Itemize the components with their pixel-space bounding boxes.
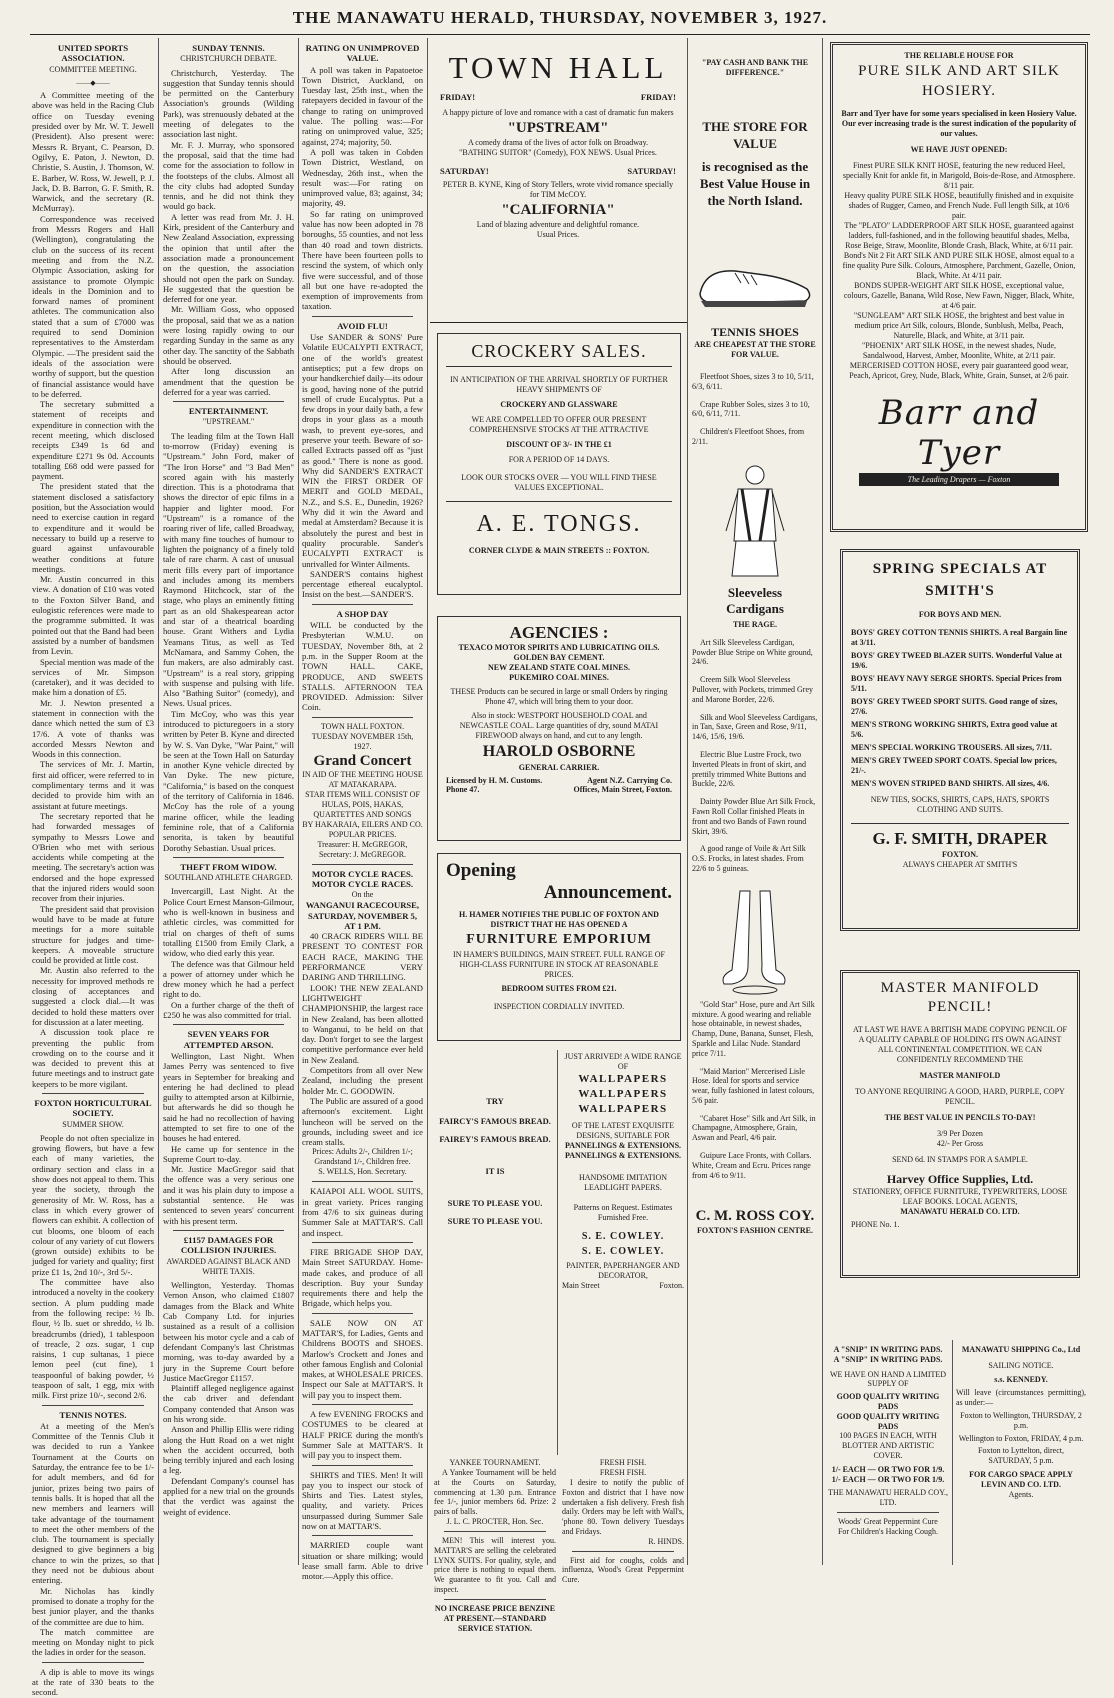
ross-item: Art Silk Sleeveless Cardigan, Powder Blue Stripe on White ground, 24/6. [692,637,813,667]
article-paragraph: After long discussion an amendment that the question be deferred for a year was carried. [163,366,294,397]
wallpaper-address-town: Foxton. [659,1281,684,1290]
article-separator [572,1551,674,1552]
ross-item: Creem Silk Wool Sleeveless Pullover, with Pockets, trimmed Grey and Marone Border, 22/6. [692,675,813,704]
silk-title: PURE SILK AND ART SILK HOSIERY. [858,63,1060,99]
tennis-shoes-heading: TENNIS SHOES [711,325,799,339]
article-paragraph: Christchurch, Yesterday. The suggestion that Sunday tennis should be permitted on the Canterbury Association's grounds (Wilding Park), was strenuously debated at the meeting of delegates to the association last night. [163,67,294,140]
motorcycle-prices: Prices: Adults 2/-, Children 1/-; Grandstand 1/-, Children free. [312,1147,413,1167]
concert-title: Grand Concert [313,752,412,769]
article-paragraph: Anson and Phillip Ellis were riding along the Hutt Road on a wet night when the accident occurred, both being terribly injured and each losing a leg. [163,1424,294,1476]
article-separator [312,604,413,605]
shipping-text: Foxton to Lyttelton, direct, SATURDAY, 5 p.m. [978,1446,1064,1466]
townhall-desc: A comedy drama of the lives of actor folk on Broadway. [467,138,649,147]
townhall-saturday-right: SATURDAY! [627,166,676,176]
bread-line: IT IS [485,1166,505,1176]
column-3 [302,40,423,1582]
ross-item: "Gold Star" Hose, pure and Art Silk mixture. A good wearing and reliable hose obtainable, in newest shades, Champ, Dune, Banana, Sunset, Flesh, Sparkle and Lilac Nude. Standard price 7/11. [692,999,815,1058]
article-heading: FOXTON HORTICULTURAL SOCIETY. [34,1097,152,1119]
ross-item: Electric Blue Lustre Frock, two Inverted Pleats in front of skirt, and prettily trimmed White Buttons and Buckle, 22/6. [692,749,807,789]
agencies-licence: Licensed by H. M. Customs. [446,776,543,785]
spring-item: MEN'S GREY TWEED SPORT COATS. Special low prices, 21/-. [851,756,1057,775]
article-paragraph: The secretary reported that he had forwarded messages of sympathy to Messrs Lowe and O'Brien who met with serious accidents while competing at the meeting. The secretary's action was endorsed and the hope expressed that the injured riders would soon recover from their injuries. [32,810,154,904]
pencil-text: TO ANYONE REQUIRING A GOOD, HARD, PURPLE, COPY PENCIL. [855,1087,1065,1106]
opening-title-1: Opening [446,860,516,881]
article-separator [312,864,413,865]
spring-item: BOYS' GREY COTTON TENNIS SHIRTS. A real Bargain line at 3/11. [851,628,1068,647]
spring-title-2: SMITH'S [925,583,995,599]
pads-price: 1/- EACH — OR TWO FOR 1/9. [831,1474,945,1484]
concert-date: TUESDAY NOVEMBER 15th, 1927. [311,731,414,751]
motorcycle-heading: MOTOR CYCLE RACES. MOTOR CYCLE RACES. [311,868,414,889]
cardigans-rage: THE RAGE. [732,619,777,629]
agencies-offices: Offices, Main Street, Foxton. [573,785,672,794]
silk-item: "PHOENIX" ART SILK HOSE, in the newest shades, Nude, Sandalwood, Harvest, Amber, Moonlite, White, at 2/11 pair. [861,341,1057,360]
article-paragraph: A poll was taken in Cobden Town District, Westland, on Wednesday, 26th inst., when the result was:—For rating on unimproved value, 83; against, 34; majority, 49. [302,146,423,209]
ross-tag: FOXTON'S FASHION CENTRE. [697,1226,813,1236]
crockery-brand: A. E. TONGS. [476,511,642,537]
article-subheading: "UPSTREAM." [202,417,255,427]
article-separator [312,1535,413,1536]
concert-prices: POPULAR PRICES. [328,829,397,839]
wallpaper-name: S. E. COWLEY. [581,1231,665,1242]
pencil-title-2: PENCIL! [927,999,993,1015]
article-paragraph: The leading film at the Town Hall to-morrow (Friday) evening is "Upstream." John Ford, maker of "The Iron Horse" and "3 Bad Men" scored again with his masterly direction. This is a photodrama that shows the director of epic films in a happier and lighter mood. For "Upstream" is a romance of the roaring river of life, called Broadway, with many fine touches of humour to lighten the poignancy of a finely told tale of rare charm. A cast of unusual merit fills every part of importance and includes among its members Raymond Hitchcock, star of the stage, who plays an eminently fitting part as an old Shakespearean actor and star of a theatrical boarding house. Grant Withers and Lydia Yeamans Titus, as well as Ted McNamara, and Sammy Cohen, the fun makers, are also admirably cast. "Upstream" is a real story, gripping with suspense and pulsing with life. Also "Bathing Suitor" (comedy), and News. Usual prices. [163,430,294,709]
article-separator [312,1465,413,1466]
pencil-ad [840,970,1080,1278]
cardigan-figure-icon [720,461,790,581]
article-subheading: COMMITTEE MEETING. [49,64,137,74]
ross-headline: is recognised as the Best Value House in the North Island. [699,159,811,208]
article-heading: AVOID FLU! [337,320,388,331]
bread-line: SURE TO PLEASE YOU. [447,1216,543,1226]
article-separator [42,1093,144,1094]
article-separator [173,1024,284,1025]
crockery-line: IN ANTICIPATION OF THE ARRIVAL SHORTLY OF FURTHER HEAVY SHIPMENTS OF [450,375,668,394]
advert-text: WILL be conducted by the Presbyterian W.M.U. on TUESDAY, November 8th, at 2 p.m. in the Supper Room at the TOWN HALL. CAKE, PRODUCE, AND SWEETS STALLS. AFTERNOON TEA PROVIDED. Admission: Silver Coin. [302,620,423,713]
agencies-line: GOLDEN BAY CEMENT. [513,653,605,662]
motorcycle-on: On the [351,890,374,900]
article-separator [312,1404,413,1405]
pencil-text: THE BEST VALUE IN PENCILS TO-DAY! [884,1113,1036,1122]
article-separator [312,1242,413,1243]
article-paragraph: A letter was read from Mr. J. H. Kirk, president of the Canterbury and New Zealand Association, expressing the opinion that until after the association made a pronouncement on the question, the association should not open the park on Sunday. He suggested that the question be deferred for one year. [163,211,294,305]
wallpaper-line: HANDSOME IMITATION LEADLIGHT PAPERS. [578,1173,668,1192]
opening-line: H. HAMER NOTIFIES THE PUBLIC OF FOXTON AND DISTRICT THAT HE HAS OPENED A [459,910,659,929]
harvey-brand: Harvey Office Supplies, Ltd. [886,1172,1034,1186]
spring-for: FOR BOYS AND MEN. [918,610,1002,619]
article-heading: A SHOP DAY [336,608,389,619]
classified-ad: FIRE BRIGADE SHOP DAY, Main Street SATURDAY. Home-made cakes, and produce of all description. Buy your Sunday requirements there and help the Brigade, which helps you. [302,1246,423,1309]
silk-item: BONDS SUPER-WEIGHT ART SILK HOSE, exceptional value, colours, Gazelle, Banana, Wild Rose, New Fawn, Nigger, Black, White, at 4/6 pair. [843,281,1075,310]
advert-text: 40 CRACK RIDERS WILL BE PRESENT TO CONTEST FOR EACH RACE, MAKING THE PERFORMANCE VERY DARING AND THRILLING. [302,931,423,983]
concert-performers: BY HAKARAIA, EILERS AND CO. [302,819,423,829]
crockery-address: CORNER CLYDE & MAIN STREETS :: FOXTON. [468,546,650,555]
pads-line: A "SNIP" IN WRITING PADS. [833,1354,943,1364]
article-separator [312,316,413,317]
agencies-line: NEW ZEALAND STATE COAL MINES. [487,663,631,672]
column-divider [158,38,159,1565]
smith-name: G. F. SMITH, DRAPER [872,829,1048,848]
wallpaper-ad [562,1052,684,1402]
townhall-saturday-left: SATURDAY! [440,166,489,176]
shipping-notice [956,1345,1086,1499]
bread-ad [436,1056,554,1256]
article-separator [42,1662,144,1663]
article-separator [312,1181,413,1182]
article-heading: UNITED SPORTS ASSOCIATION. [57,43,129,64]
article-paragraph: The secretary submitted a statement of receipts and expenditure in connection with the recent meeting, which disclosed receipts £349 1s 6d and expenditure £271 9s 0d. Accounts totalling £68 odd were passed for payment. [32,399,154,482]
wallpaper-heading: WALLPAPERS [578,1073,668,1085]
agencies-title: AGENCIES : [509,623,609,642]
fish-text: I desire to notify the public of Foxton and district that I have now undertaken a fish delivery. Fresh fish daily. Orders may be left with Wall's, 'phone 80. Town delivery Tuesdays and Fridays. [562,1478,684,1536]
advert-text: Competitors from all over New Zealand, including the present holder Mr. C. GOODWIN. [302,1065,423,1096]
article-paragraph: The committee have also introduced a novelty in the cookery section. A plum pudding made from the following recipe: ½ lb. flour, ½ lb. suet or shreddo, ½ lb. breadcrumbs (dried), 1 tablespoon of treacle, 2 ozs. sugar, 1 cup raisins, 1 cup sultanas, 1 piece lemon peel (cut fine), 1 teaspoonful of baking powder, ½ teaspoon of salt, 1 egg, mix with milk. First prize 10/-, second 2/6. [32,1277,154,1401]
motorcycle-date: SATURDAY, NOVEMBER 5, AT 1 P.M. [307,910,418,931]
shipping-sailing: SAILING NOTICE. [988,1360,1054,1370]
article-subheading: SOUTHLAND ATHLETE CHARGED. [164,873,293,883]
ross-headline: THE STORE FOR VALUE [702,119,808,151]
pencil-price: 3/9 Per Dozen [937,1129,983,1138]
pencil-text: STATIONERY, OFFICE FURNITURE, TYPEWRITERS, LOOSE LEAF BOOKS. LOCAL AGENTS, [852,1187,1068,1206]
townhall-extras: "BATHING SUITOR" (Comedy), FOX NEWS. Usual Prices. [459,148,657,157]
pencil-price: 42/- Per Gross [936,1139,984,1148]
article-heading: ENTERTAINMENT. [188,406,269,417]
silk-item: Finest PURE SILK KNIT HOSE, featuring the new reduced Heel, specially Knit for ankle fit, in Marigold, Bois-de-Rose, and Atmosphere. 8/11 pair. [842,161,1076,190]
classified-ad: A few EVENING FROCKS and COSTUMES to be cleared at HALF PRICE during the month's Summer Sale at MATTAR'S. It will pay you to inspect them. [302,1409,423,1461]
article-paragraph: Mr. F. J. Murray, who sponsored the proposal, said that the time had come for the association to follow in the footsteps of the clubs. Almost all the city clubs had adopted Sunday tennis, and he did not think they would go back. [163,139,294,212]
silk-item: The "PLATO" LADDERPROOF ART SILK HOSE, guaranteed against ladders, full-fashioned, and in the following beautiful shades, Melba, Rose Beige, Straw, Moonlite, Blonde Crash, Black, White, at 6/11 pair. [844,221,1074,250]
opening-line: IN HAMER'S BUILDINGS, MAIN STREET. FULL RANGE OF HIGH-CLASS FURNITURE IN STOCK AT REASONABLE PRICES. [453,950,665,979]
spring-item: MEN'S SPECIAL WORKING TROUSERS. All sizes, 7/11. [851,743,1052,752]
smith-town: FOXTON. [941,850,979,859]
column-divider [822,38,823,1565]
article-paragraph: A Committee meeting of the above was held in the Racing Club office on Tuesday evening presided over by Mr. W. T. Jewell (President). Also present were: Messrs R. Bryant, C. Pearson, D. Ogilvy, E. Paton, J. Newton, D. Christie, S. Austin, J. Thomson, W. E. Barber, W. Ross, W. Jewell, P. J. Jack, D. B. Barron, G. F. Smith, R. Warwick, and the secretary (R. McMurray). [32,90,154,214]
spring-new: NEW TIES, SOCKS, SHIRTS, CAPS, HATS, SPORTS CLOTHING AND SUITS. [870,795,1050,814]
article-paragraph: The president stated that the statement disclosed a satisfactory position, but the Association would need to exercise caution in regard to expenditure and it would be necessary to build up a reserve to guard against unfavourable weather conditions at future meetings. [32,481,154,574]
motorcycle-venue: WANGANUI RACECOURSE, [305,900,420,911]
fish-signature: R. HINDS. [648,1536,684,1546]
bread-line: FAIREY'S FAMOUS BREAD. [439,1134,551,1144]
ad-divider [430,322,688,323]
article-heading: THEFT FROM WIDOW. [180,861,277,872]
silk-item: "SUNGLEAM" ART SILK HOSE, the brightest and best value in medium price Art Silk, colours, Blonde, Sunblush, Melba, Peach, Naturelle, Black, and White, at 3/11 pair. [853,311,1065,340]
classified-ad: MARRIED couple want situation or share milking; would lease small farm. Able to drive motor.—Apply this office. [302,1540,423,1582]
ross-item: "Cabaret Hose" Silk and Art Silk, in Champagne, Atmosphere, Grain, Aswan and Pearl, 4/6 pair. [692,1113,816,1143]
wallpaper-line: Patterns on Request. Estimates Furnished Free. [573,1203,673,1222]
article-paragraph: Invercargill, Last Night. At the Police Court Ernest Manson-Gilmour, who is well-known in business and athletic circles, was committed for trial on charges of theft of sums totalling £1500 from Emily Clark, a widow, who died early this year. [163,886,294,959]
barr-tyer-logo [859,393,1059,486]
pads-line: WE HAVE ON HAND A LIMITED SUPPLY OF [829,1369,947,1389]
masthead-title: THE MANAWATU HERALD, THURSDAY, NOVEMBER 3, 1927. [292,8,828,27]
tennis-shoe-icon [695,249,815,319]
stockings-icon [710,886,800,996]
spring-specials-ad [840,549,1080,931]
silk-item: Bond's Nit 2 Fit ART SILK AND PURE SILK HOSE, almost equal to a fine quality Pure Silk. Colours, Atmosphere, Parchment, Gazelle, Onion, Black, White. At 4/11 pair. [842,251,1076,280]
agencies-agent: Agent N.Z. Carrying Co. [587,776,672,785]
yankee-heading: YANKEE TOURNAMENT. [449,1458,541,1467]
pencil-phone: PHONE No. 1. [851,1220,900,1229]
article-separator [444,1531,546,1532]
concert-items: STAR ITEMS WILL CONSIST OF HULAS, POIS, HAKAS, QUARTETTES AND SONGS [305,789,420,819]
ross-brand: C. M. ROSS COY. [695,1208,815,1225]
pads-line: GOOD QUALITY WRITING PADS [836,1411,940,1431]
crockery-discount: DISCOUNT OF 3/- IN THE £1 [506,440,612,449]
pads-seller: THE MANAWATU HERALD COY., LTD. [828,1488,948,1508]
bread-line: SURE TO PLEASE YOU. [447,1198,543,1208]
article-paragraph: A discussion took place re preventing the public from crowding on to the course and it was decided to prevent this at future meetings and to instruct gate keepers to be more vigilant. [32,1027,154,1089]
ross-item: Children's Fleetfoot Shoes, from 2/11. [692,427,805,446]
mattars-men-ad: MEN! This will interest you. MATTAR'S are selling the celebrated LYNX SUITS. For quality, style, and price there is nothing to equal them. We guarantee to fit you. Call and inspect. [434,1535,556,1594]
fish-heading: FRESH FISH. [599,1468,647,1477]
wallpaper-heading: WALLPAPERS [578,1103,668,1115]
silk-kicker: THE RELIABLE HOUSE FOR [904,51,1014,60]
ross-item: "Maid Marion" Mercerised Lisle Hose. Ideal for sports and service wear, fully fashioned in latest colours, 5/6 pair. [692,1066,815,1105]
wallpaper-trade: PAINTER, PAPERHANGER AND DECORATOR, [566,1261,680,1280]
townhall-desc: PETER B. KYNE, King of Story Tellers, wrote vivid romance specially for TIM McCOY. [442,180,674,199]
pads-line: A "SNIP" IN WRITING PADS. [833,1345,943,1354]
column-divider [298,38,299,1565]
article-paragraph: People do not often specialize in growing flowers, but have a few each of many varieties, the ordinary section and class in a show does not appeal to them. This year the society, through the generosity of Mr. W. Ross, has a class in which every grower of flowers can exhibit. A collection of cut blooms, one bloom of each colour of any variety of cut flowers (grown outside) exhibits to be judged for variety and quality; first prize £1 1s, 2nd 10/-, 3rd 5/-. [32,1132,154,1277]
classified-ad: KAIAPOI ALL WOOL SUITS, in great variety. Prices ranging from 47/6 to six guineas during Summer Sale at MATTAR'S. Call and inspect. [302,1186,423,1238]
article-heading: TENNIS NOTES. [59,1409,127,1420]
spring-title: SPRING SPECIALS AT [872,561,1048,577]
column-divider [557,1050,558,1455]
article-paragraph: A poll was taken in Papatoetoe Town District, Auckland, on Tuesday last, 25th inst., when the ratepayers decided in favour of the change to rating on unimproved value. The polling was:—For rating on unimproved value, 325; against, 274; majority, 50. [302,64,423,147]
pencil-text: SEND 6d. IN STAMPS FOR A SAMPLE. [892,1155,1028,1164]
wallpaper-line: JUST ARRIVED! A WIDE RANGE OF [564,1052,682,1071]
wallpaper-name: S. E. COWLEY. [581,1246,665,1257]
benzine-notice: NO INCREASE PRICE BENZINE AT PRESENT.—STANDARD SERVICE STATION. [434,1603,556,1633]
article-separator [444,1599,546,1600]
townhall-title: TOWN HALL [448,50,668,85]
article-paragraph: Mr. William Goss, who opposed the proposal, said that we as a nation were losing rapidly owing to our regarding Sunday in the same as any other day. The sanctity of the Sabbath should be observed. [163,304,294,366]
wallpaper-address-street: Main Street [562,1281,600,1290]
townhall-friday-right: FRIDAY! [640,92,676,102]
pencil-title: MASTER MANIFOLD [880,980,1040,996]
shipping-agents: Agents. [1008,1489,1034,1499]
pads-line: GOOD QUALITY WRITING PADS [836,1392,940,1411]
agencies-ad [437,616,681,841]
concert-secretary: Secretary: J. McGREGOR. [318,849,407,859]
yankee-notice [434,1458,556,1634]
article-heading: SUNDAY TENNIS. [192,43,265,53]
column-divider [952,1340,953,1565]
pencil-text: MASTER MANIFOLD [919,1071,1001,1080]
ross-slogan: "PAY CASH AND BANK THE DIFFERENCE." [701,58,809,77]
concert-treasurer: Treasurer: H. McGREGOR, [317,839,408,849]
agencies-line: TEXACO MOTOR SPIRITS AND LUBRICATING OILS. [458,643,660,652]
article-subheading: CHRISTCHURCH DEBATE. [180,54,277,64]
crockery-title: CROCKERY SALES. [471,341,647,361]
spring-item: MEN'S WOVEN STRIPED BAND SHIRTS. All sizes, 4/6. [851,779,1050,788]
opening-line: BEDROOM SUITES FROM £21. [501,984,617,993]
article-paragraph: A dip is able to move its wings at the rate of 330 beats to the second. [32,1666,154,1698]
article-paragraph: Plaintiff alleged negligence against the cab driver and defendant Company contended that Anson was on his wrong side. [163,1383,294,1424]
yankee-signature: J. L. C. PROCTER, Hon. Sec. [446,1516,544,1526]
silk-item: Heavy quality PURE SILK HOSE, beautifully finished and in exquisite shades of Rugger, Cameo, and French Nude. Full length Silk, at 10/6 pair. [844,191,1074,220]
silk-hosiery-ad [830,42,1088,532]
bread-line: FAIRCY'S FAMOUS BREAD. [439,1116,551,1126]
motorcycle-signature: S. WELLS, Hon. Secretary. [318,1167,407,1177]
article-heading: £1157 DAMAGES FOR COLLISION INJURIES. [180,1234,277,1256]
classified-ad: SALE NOW ON AT MATTAR'S, for Ladies, Gents and Childrens BOOTS and SHOES. Marlow's Crockett and Jones and other famous English and Colonial makes, at WHOLESALE PRICES. Inspect our Sale at MATTAR'S. It will pay you to inspect them. [302,1317,423,1400]
ross-item: Guipure Lace Fronts, with Collars. White, Cream and Ecru. Prices range from 4/6 to 9/11. [692,1151,812,1180]
crockery-line: WE ARE COMPELLED TO OFFER OUR PRESENT COMPREHENSIVE STOCKS AT THE ATTRACTIVE [469,415,649,434]
article-paragraph: Tim McCoy, who was this year introduced to picturegoers in a story written by Peter B. Kyne and directed by W. S. Van Dyke, "War Paint," will be seen at the Town Hall on Saturday in another Kyne vehicle directed by Van Dyke. The new picture, "California," is based on the conquest of the territory of California in 1846. McCoy has the role of a young marine officer, while the leading feminine role, that of a California senorita, is taken by beautiful Dorothy Sebastian. Usual prices. [163,708,294,853]
townhall-desc: Land of blazing adventure and delightful romance. [476,220,640,229]
writing-pads-ad [827,1345,949,1537]
pads-price: 1/- EACH — OR TWO FOR 1/9. [831,1464,945,1474]
concert-aid: IN AID OF THE MEETING HOUSE AT MATAKARAPA. [302,769,423,789]
article-paragraph: Mr. J. Newton presented a statement in connection with the dance which netted the sum of £3 17/6. A vote of thanks was accorded Messrs Newton and Woods in this connection. [32,697,154,760]
barr-tyer-logo-text: Barr and Tyer [878,393,1040,473]
fish-heading: FRESH FISH. [599,1458,647,1467]
article-paragraph: The president said that provision would have to be made at future meetings for a more suitable structure for judges and time-keepers. A moveable structure could be provided at little cost. [32,903,154,966]
shipping-ship: s.s. KENNEDY. [994,1374,1048,1384]
article-separator [312,1313,413,1314]
spring-item: BOYS' GREY TWEED BLAZER SUITS. Wonderful Value at 19/6. [851,651,1063,670]
opening-title-2: Announcement. [543,882,672,903]
advert-text: SANDER'S contains highest percentage ethereal eucalyptol. Insist on the best.—SANDER'S. [302,568,423,600]
article-separator [173,1230,284,1231]
advert-text: Use SANDER & SONS' Pure Volatile EUCALYPTI EXTRACT, one of the world's greatest antiseptics; put a few drops on your handkerchief daily—its odour is good, having none of the putrid smell of crude Eucalyptus. Put a few drops in your daily bath, a few drops in your glass as a mouth wash, to prevent eye-sores, and preserve your teeth. Beware of so-called Extracts passed off as "just as good." There is none as good. Why did SANDER'S EXTRACT WIN the FIRST ORDER OF MERIT and GOLD MEDAL, N.Z., and S.S. E., Dunedin, 1926? Why did it win the Award and medal at Amsterdam? Because it is absolutely the purest and best in quality procurable. Sander's EUCALYPTI EXTRACT is unrivalled for Winter Ailments. [302,332,423,569]
crockery-ad [437,333,681,595]
spring-item: MEN'S STRONG WORKING SHIRTS, Extra good value at 5/6. [851,720,1058,739]
agencies-phone: Phone 47. [446,785,480,794]
article-separator [173,857,284,858]
crockery-line: LOOK OUR STOCKS OVER — YOU WILL FIND THESE VALUES EXCEPTIONAL. [461,473,657,492]
spring-item: BOYS' GREY TWEED SPORT SUITS. Good range of sizes, 27/6. [851,697,1058,716]
silk-opened: WE HAVE JUST OPENED: [910,145,1008,154]
column-divider [427,38,428,1565]
article-paragraph: Mr. Nicholas has kindly promised to donate a trophy for the best junior player, and the thanks of the committee are due to him. [32,1585,154,1627]
article-paragraph: At a meeting of the Men's Committee of the Tennis Club it was decided to run a Yankee Tournament at the Courts on Saturday, the entrance fee to be 1/- for adult members, and 6d for junior, prizes being two pairs of tennis balls. It is hoped that all the new members and learners will take advantage of the tournament to meet the other members of the club. The tournament is specially designed to give beginners a big chance to win the prizes, so that they need not be dubious about entering. [32,1420,154,1586]
bread-line: TRY [486,1096,504,1106]
spring-item: BOYS' HEAVY NAVY SERGE SHORTS. Special Prices from 5/11. [851,674,1062,693]
advert-text: The Public are assured of a good afternoon's excitement. Light luncheon will be served on the grounds, including sweet and ice cream stalls. [302,1095,423,1148]
shipping-cargo: FOR CARGO SPACE APPLY [969,1469,1073,1479]
article-separator [42,1405,144,1406]
column-2 [163,40,294,1565]
ross-item: A good range of Voile & Art Silk O.S. Frocks, in latest shades. From 22/6 to 5 guineas. [692,844,806,873]
article-paragraph: The services of Mr. J. Martin, first aid officer, were referred to in complimentary terms and it was decided to provide him with an assistant at future meetings. [32,759,154,811]
article-separator [837,1512,939,1513]
cardigans-heading-2: Cardigans [726,600,784,616]
agencies-line: PUKEMIRO COAL MINES. [509,673,609,682]
firstaid-ad: First aid for coughs, colds and influenza, Wood's Great Peppermint Cure. [562,1555,684,1585]
article-paragraph: Special mention was made of the services of Mr. Simpson (caretaker), and it was decided to make him a donation of £5. [32,656,154,698]
fish-notice [562,1458,684,1585]
silk-item: MERCERISED COTTON HOSE, every pair guaranteed good wear, Peach, Apricot, Grey, Nude, Black, White, Grain, Sunset, at 2/6 pair. [849,361,1069,380]
article-paragraph: Mr. Austin concurred in this view. A donation of £10 was voted to the Foxton Silver Band, and eulogistic references were made to the programme submitted. It was pointed out that the Band had been assisted by a number of bandsmen from Levin. [32,574,154,657]
silk-intro: Barr and Tyer have for some years specialised in keen Hosiery Value. Our ever increasing trade is the surest indication of the popularity of our values. [841,109,1077,138]
tennis-shoes-sub: ARE CHEAPEST AT THE STORE FOR VALUE. [694,340,816,359]
article-paragraph: Correspondence was received from Messrs Rogers and Hall (Wellington), congratulating the club on the success of its recent meeting and from the N.Z. Olympic Association, asking for assistance to promote Olympic ideals in the Dominion and to forward names of prominent athletes. The communication also stated that a sum of £7000 was required to send Dominion representatives to the Amsterdam Olympic. —The president said the ideals of the association were worthy of support, but the question of financial assistance would have to be deferred. [32,213,154,399]
shipping-text: Wellington to Foxton, FRIDAY, 4 p.m. [958,1433,1084,1443]
peppermint-ad: Woods' Great Peppermint Cure [838,1516,938,1526]
article-paragraph: He came up for sentence in the Supreme Court to-day. [163,1143,294,1164]
article-paragraph: On a further charge of the theft of £250 he was also committed for trial. [163,999,294,1021]
column-divider [687,38,688,1565]
townhall-friday-left: FRIDAY! [440,92,476,102]
advert-text: LOOK! THE NEW ZEALAND LIGHTWEIGHT CHAMPIONSHIP, the largest race in New Zealand, has been allotted to Wanganui, to be held on that day. Don't forget to see the largest competitive performance ever held in New Zealand. [302,982,423,1065]
ross-item: Crape Rubber Soles, sizes 3 to 10, 6/0, 6/11, 7/11. [692,399,810,419]
article-subheading: SUMMER SHOW. [62,1119,124,1129]
article-paragraph: Defendant Company's counsel has applied for a new trial on the grounds that the verdict was against the weight of evidence. [163,1475,294,1517]
crockery-line: FOR A PERIOD OF 14 DAYS. [508,455,610,464]
opening-ad [437,853,681,1041]
article-paragraph: So far rating on unimproved value has now been adopted in 78 boroughs, 55 counties, and not less than 40 road and town districts. There have been fourteen polls to rescind the system, of which only five were successful, and of those all but one have re-adopted the exemption of improvements from taxation. [302,208,423,312]
barr-tyer-logo-tag: The Leading Drapers — Foxton [859,473,1059,486]
agencies-role: GENERAL CARRIER. [518,763,600,772]
column-1 [32,40,154,1698]
agencies-name: HAROLD OSBORNE [482,743,636,760]
article-paragraph: The defence was that Gilmour held a power of attorney under which he drew money which he had a perfect right to do. [163,958,294,1000]
masthead-rule [30,34,1090,35]
townhall-film: "UPSTREAM" [507,120,609,136]
peppermint-ad: For Children's Hacking Cough. [837,1526,939,1536]
shipping-agent: LEVIN AND CO. LTD. [981,1479,1061,1489]
opening-emporium: FURNITURE EMPORIUM [466,932,652,947]
article-subheading: AWARDED AGAINST BLACK AND WHITE TAXIS. [166,1256,291,1276]
article-paragraph: Wellington, Yesterday. Thomas Vernon Anson, who claimed £1807 damages from the Black and White Cab Company Ltd. for injuries sustained as a result of a collision between his motor cycle and a cab of defendant Company's last Christmas morning, was to-day awarded by a jury in the Supreme Court before Justice MacGregor £1157. [163,1280,294,1383]
townhall-prices: Usual Prices. [536,230,580,239]
ross-item: Fleetfoot Shoes, sizes 3 to 10, 5/11, 6/3, 6/11. [692,372,814,391]
article-paragraph: Mr. Justice MacGregor said that the offence was a very serious one and it was his plain duty to impose a substantial sentence. He was sentenced to seven years' concurrent with his present term. [163,1164,294,1226]
shipping-text: Will leave (circumstances permitting), as under:— [956,1388,1086,1408]
yankee-text: A Yankee Tournament will be held at the Courts on Saturday, commencing at 1.30 p.m. Entrance fee 1/-, junior members 6d. Prize: 2 pairs of balls. [434,1468,556,1517]
wallpaper-line: PANNELINGS & EXTENSIONS. [564,1151,682,1160]
article-heading: SEVEN YEARS FOR ATTEMPTED ARSON. [183,1029,274,1050]
townhall-film: "CALIFORNIA" [501,202,615,218]
article-separator [173,401,284,402]
agencies-text: Also in stock: WESTPORT HOUSEHOLD COAL and NEWCASTLE COAL. Large quantities of dry, sound MATAI FIREWOOD always on hand, and cut to any length. [459,711,659,740]
ross-item: Dainty Powder Blue Art Silk Frock, Fawn Roll Collar finished Pleats in front and two Bands of Fawn round Skirt, 39/6. [692,797,816,836]
smith-tag: ALWAYS CHEAPER AT SMITH'S [902,860,1018,869]
ross-item: Silk and Wool Sleeveless Cardigans, in Tan, Saxe, Green and Rose, 9/11, 14/6, 15/6, 19/6. [692,712,818,742]
classified-ad: SHIRTS and TIES. Men! It will pay you to inspect our stock of Shirts and Ties. Latest styles, quality, and variety. Prices unsurpassed during Summer Sale now on at MATTAR'S. [302,1469,423,1532]
wallpaper-heading: WALLPAPERS [578,1088,668,1100]
crockery-line: CROCKERY AND GLASSWARE [500,400,618,409]
cardigans-heading-1: Sleeveless [727,584,783,600]
concert-venue: TOWN HALL FOXTON. [320,721,405,731]
shipping-text: Foxton to Wellington, THURSDAY, 2 p.m. [960,1410,1082,1430]
wallpaper-line: OF THE LATEST EXQUISITE DESIGNS, SUITABLE FOR [571,1121,675,1140]
wallpaper-line: PANNELINGS & EXTENSIONS. [564,1141,682,1150]
pencil-agent: MANAWATU HERALD CO. LTD. [900,1207,1020,1216]
townhall-ad [432,44,684,316]
opening-line: INSPECTION CORDIALLY INVITED. [493,1002,625,1011]
article-heading: RATING ON UNIMPROVED VALUE. [305,43,420,64]
shipping-heading: MANAWATU SHIPPING Co., Ltd [961,1345,1081,1354]
pencil-text: AT LAST WE HAVE A BRITISH MADE COPYING PENCIL OF A QUALITY CAPABLE OF HOLDING ITS OWN AGAINST ALL CONTINENTAL COMPETITION. WE CAN CONFIDENTLY RECOMMEND THE [852,1025,1068,1064]
pads-line: 100 PAGES IN EACH, WITH BLOTTER AND ARTISTIC COVER. [839,1431,937,1460]
article-separator [312,717,413,718]
townhall-desc: A happy picture of love and romance with a cast of dramatic fun makers [442,108,674,117]
article-divider: ——◆—— [76,78,110,87]
article-paragraph: Wellington, Last Night. When James Perry was sentenced to five years in September for breaking and entering he had declined to plead guilty to attempted arson at Kilbirnie, but afterwards he did so though he said he had no recollection of having attempted to set fire to one of the houses he had entered. [163,1050,294,1144]
article-paragraph: Mr. Austin also referred to the necessity for improved methods re closing of acceptances and suggested a clock dial.—It was decided to hold these matters over for discussion at a later meeting. [32,965,154,1027]
ross-ad [692,58,818,1568]
agencies-text: THESE Products can be secured in large or small Orders by ringing Phone 47, which will bring them to your door. [450,687,668,706]
article-paragraph: The match committee are meeting on Monday night to pick the ladies in order for the season. [32,1626,154,1658]
